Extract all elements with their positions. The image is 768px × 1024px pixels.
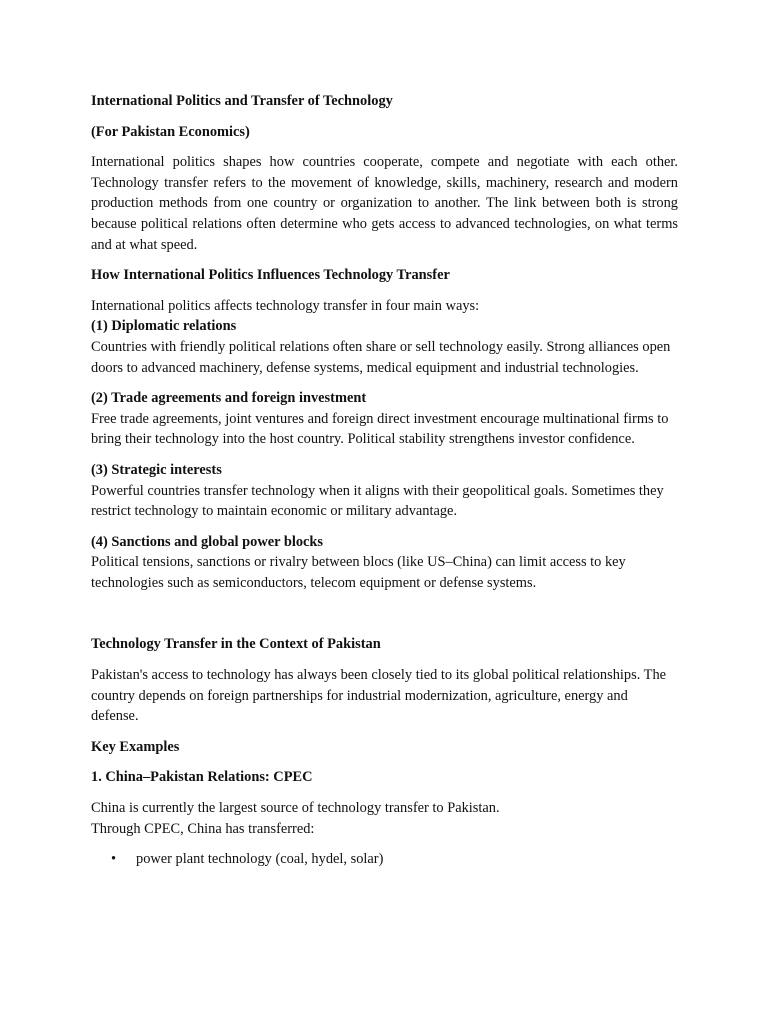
item-title: (4) Sanctions and global power blocks [91,533,324,550]
example-heading-cpec: 1. China–Pakistan Relations: CPEC [91,769,313,786]
item-title: (1) Diplomatic relations [91,318,237,335]
cpec-line-1: China is currently the largest source of technology transfer to Pakistan. [91,800,500,817]
list-item [91,849,678,870]
bullet-icon: • [111,851,117,868]
pakistan-paragraph: Pakistan's access to technology has always been closely tied to its global political relationships. The country depends on foreign partnerships for industrial modernization, agriculture, energy and defense. [91,667,667,725]
influence-item-sanctions [91,532,678,594]
section-heading-influences: How International Politics Influences Technology Transfer [91,267,450,284]
document-title: International Politics and Transfer of Technology [91,93,393,109]
influence-item-trade [91,388,678,450]
item-title: (3) Strategic interests [91,461,222,478]
intro-paragraph: International politics shapes how countries cooperate, compete and negotiate with each other. Technology transfer refers to the movement of knowledge, skills, machinery, research and modern production methods from one country or organization to another. The link between both is strong because political relations often determine who gets access to advanced technologies, on what terms and at what speed. [91,154,678,253]
cpec-line-2: Through CPEC, China has transferred: [91,820,315,837]
item-text: Countries with friendly political relations often share or sell technology easily. Strong alliances open doors to advanced machinery, defense systems, medical equipment and industrial technologies. [91,338,671,376]
key-examples-heading: Key Examples [91,738,180,755]
item-title: (2) Trade agreements and foreign investment [91,390,367,407]
cpec-bullet-list [91,849,678,870]
section-spacer [91,603,678,634]
section-lead: International politics affects technology transfer in four main ways: [91,297,480,314]
item-text: Political tensions, sanctions or rivalry between blocs (like US–China) can limit access to key technologies such as semiconductors, telecom equipment or defense systems. [91,554,626,591]
item-text: Powerful countries transfer technology when it aligns with their geopolitical goals. Sometimes they restrict technology to maintain economic or military advantage. [91,482,664,520]
document-subtitle: (For Pakistan Economics) [91,123,250,140]
list-item-text: power plant technology (coal, hydel, solar) [136,851,384,868]
influence-item-diplomatic [91,316,678,378]
influence-item-strategic [91,460,678,522]
item-text: Free trade agreements, joint ventures and foreign direct investment encourage multinational firms to bring their technology into the host country. Political stability strengthens investor confidence. [91,410,669,448]
document-page [91,91,678,870]
section-heading-pakistan: Technology Transfer in the Context of Pakistan [91,636,381,653]
